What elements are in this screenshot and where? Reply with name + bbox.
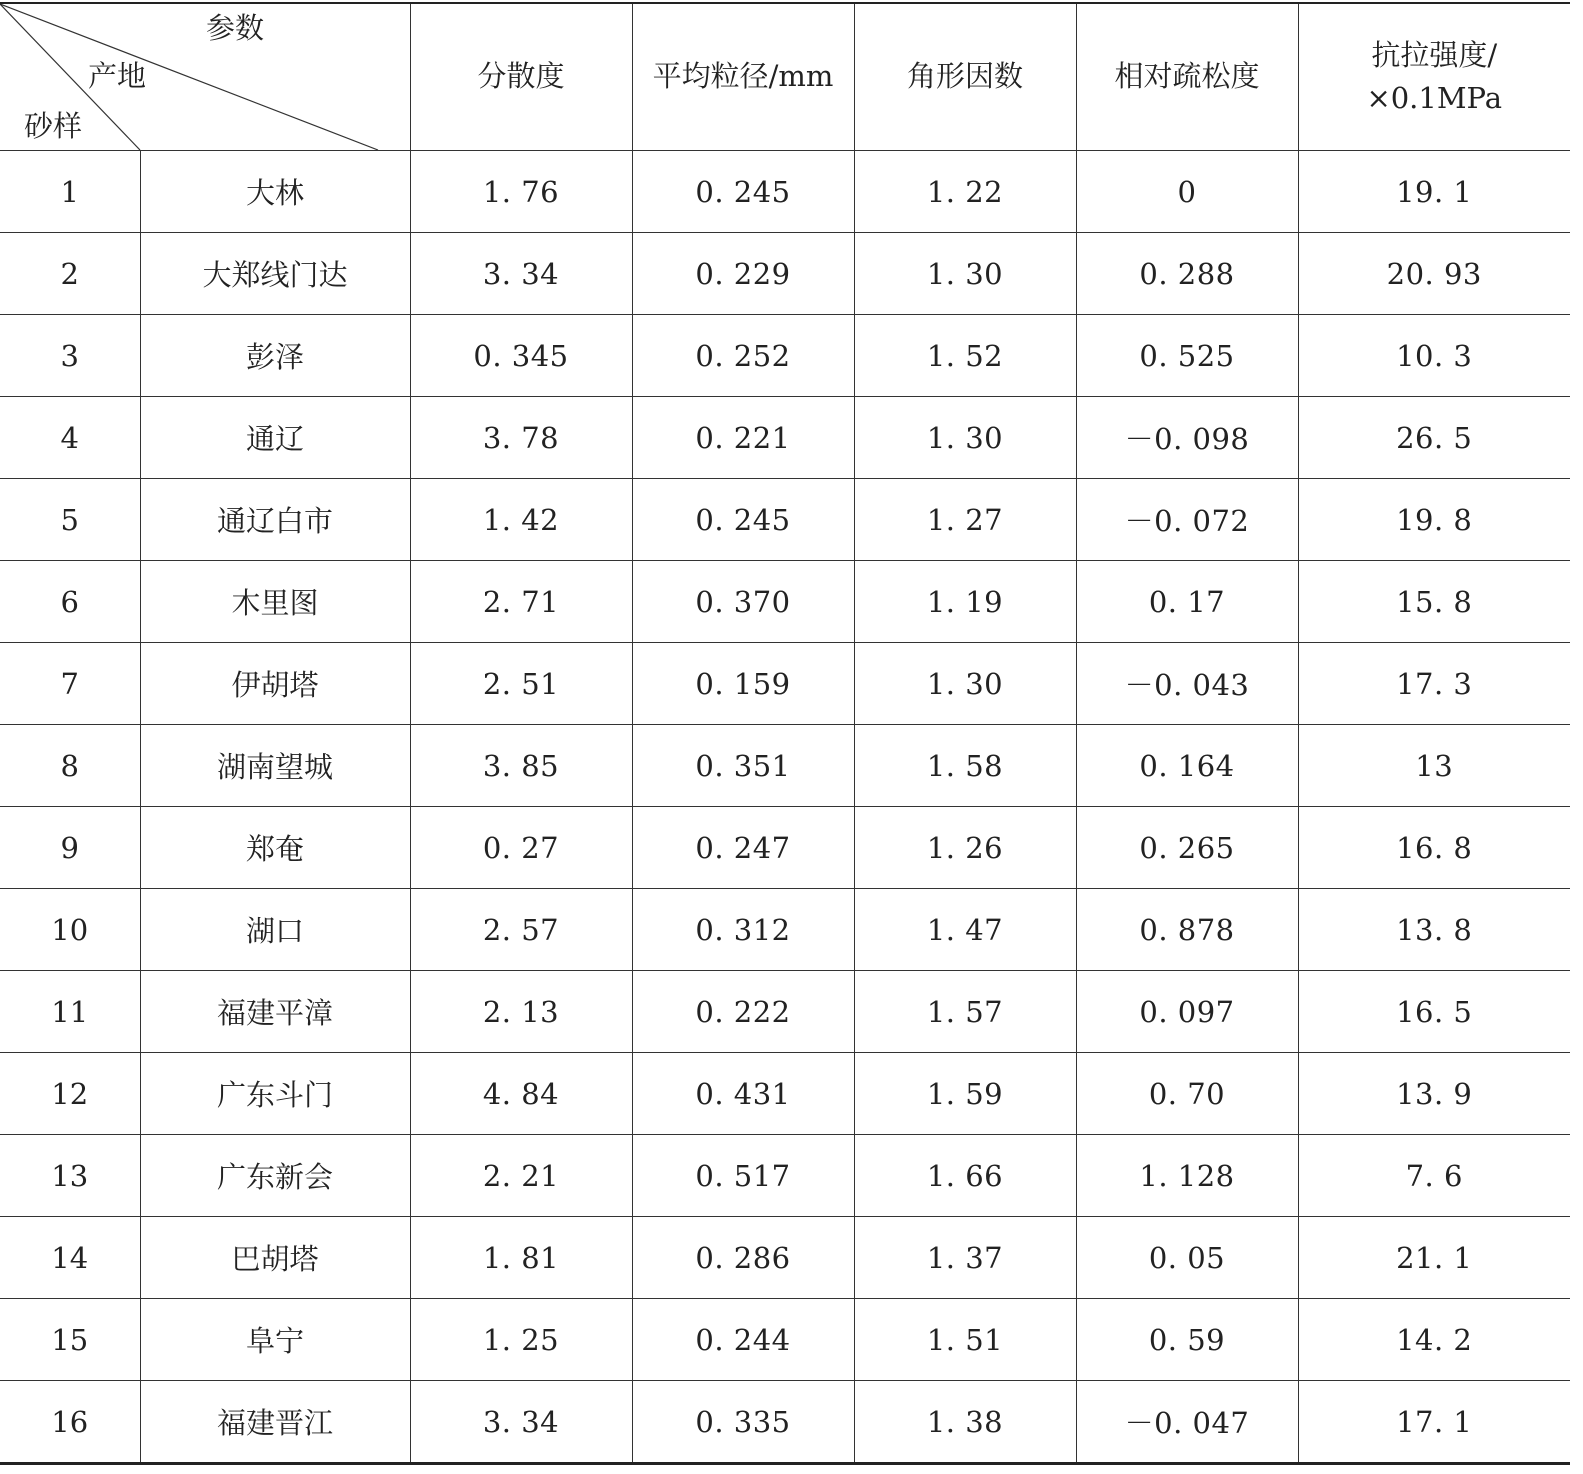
looseness-cell: 0. 525 [1076,315,1298,397]
origin-cell: 大郑线门达 [140,233,410,315]
table-row [0,561,1570,643]
origin-cell: 彭泽 [140,315,410,397]
mean-size-cell: 0. 245 [632,479,854,561]
origin-label: 产地 [88,59,147,93]
angularity-cell: 1. 22 [854,151,1076,233]
param-label: 参数 [206,11,265,45]
sample-number-cell: 3 [0,315,140,397]
origin-cell: 广东新会 [140,1135,410,1217]
tensile-cell: 17. 3 [1298,643,1570,725]
sample-number-cell: 8 [0,725,140,807]
dispersion-cell: 1. 76 [410,151,632,233]
dispersion-cell: 4. 84 [410,1053,632,1135]
table-row [0,151,1570,233]
mean-size-cell: 0. 229 [632,233,854,315]
tensile-cell: 17. 1 [1298,1381,1570,1464]
tensile-cell: 7. 6 [1298,1135,1570,1217]
angularity-cell: 1. 30 [854,233,1076,315]
sample-number-cell: 1 [0,151,140,233]
tensile-cell: 16. 8 [1298,807,1570,889]
corner-header-cell [0,3,410,151]
looseness-cell: 0. 878 [1076,889,1298,971]
dispersion-cell: 1. 25 [410,1299,632,1381]
table-row [0,315,1570,397]
table-row [0,725,1570,807]
sample-number-cell: 12 [0,1053,140,1135]
table-row [0,807,1570,889]
sample-number-cell: 6 [0,561,140,643]
angularity-cell: 1. 52 [854,315,1076,397]
dispersion-cell: 0. 345 [410,315,632,397]
origin-cell: 湖南望城 [140,725,410,807]
angularity-cell: 1. 66 [854,1135,1076,1217]
dispersion-cell: 1. 42 [410,479,632,561]
tensile-cell: 14. 2 [1298,1299,1570,1381]
table-row [0,233,1570,315]
dispersion-cell: 3. 34 [410,233,632,315]
dispersion-cell: 1. 81 [410,1217,632,1299]
angularity-cell: 1. 47 [854,889,1076,971]
looseness-cell: 0. 70 [1076,1053,1298,1135]
table-row [0,889,1570,971]
column-header-mean-size: 平均粒径/mm [632,3,854,151]
origin-cell: 广东斗门 [140,1053,410,1135]
mean-size-cell: 0. 159 [632,643,854,725]
mean-size-cell: 0. 370 [632,561,854,643]
origin-cell: 郑奄 [140,807,410,889]
angularity-cell: 1. 30 [854,397,1076,479]
dispersion-cell: 2. 13 [410,971,632,1053]
tensile-label-line1: 抗拉强度/ [1371,37,1498,72]
table-row [0,1053,1570,1135]
origin-cell: 湖口 [140,889,410,971]
looseness-cell: 1. 128 [1076,1135,1298,1217]
looseness-cell: 0. 17 [1076,561,1298,643]
sample-number-cell: 15 [0,1299,140,1381]
sample-number-cell: 5 [0,479,140,561]
dispersion-cell: 2. 71 [410,561,632,643]
origin-cell: 阜宁 [140,1299,410,1381]
table-row [0,1135,1570,1217]
mean-size-cell: 0. 312 [632,889,854,971]
angularity-cell: 1. 30 [854,643,1076,725]
sample-number-cell: 7 [0,643,140,725]
header-row [0,3,1570,151]
angularity-cell: 1. 37 [854,1217,1076,1299]
origin-cell: 木里图 [140,561,410,643]
angularity-cell: 1. 27 [854,479,1076,561]
dispersion-cell: 2. 57 [410,889,632,971]
tensile-cell: 15. 8 [1298,561,1570,643]
table-row [0,1299,1570,1381]
tensile-cell: 26. 5 [1298,397,1570,479]
looseness-cell: 0. 05 [1076,1217,1298,1299]
origin-cell: 伊胡塔 [140,643,410,725]
table-row [0,1381,1570,1464]
sample-number-cell: 13 [0,1135,140,1217]
sample-number-cell: 4 [0,397,140,479]
mean-size-cell: 0. 517 [632,1135,854,1217]
tensile-cell: 19. 1 [1298,151,1570,233]
origin-cell: 通辽白市 [140,479,410,561]
dispersion-cell: 0. 27 [410,807,632,889]
angularity-cell: 1. 58 [854,725,1076,807]
table-row [0,643,1570,725]
mean-size-cell: 0. 335 [632,1381,854,1464]
table-row [0,397,1570,479]
tensile-cell: 10. 3 [1298,315,1570,397]
looseness-cell: 0. 59 [1076,1299,1298,1381]
tensile-cell: 21. 1 [1298,1217,1570,1299]
mean-size-cell: 0. 221 [632,397,854,479]
table-body [0,151,1570,1464]
origin-cell: 大林 [140,151,410,233]
looseness-cell: 0. 288 [1076,233,1298,315]
looseness-cell: －0. 043 [1076,643,1298,725]
column-header-looseness: 相对疏松度 [1076,3,1298,151]
sample-number-cell: 14 [0,1217,140,1299]
mean-size-cell: 0. 245 [632,151,854,233]
looseness-cell: 0. 164 [1076,725,1298,807]
mean-size-cell: 0. 247 [632,807,854,889]
origin-cell: 福建平漳 [140,971,410,1053]
column-header-dispersion: 分散度 [410,3,632,151]
table-row [0,479,1570,561]
mean-size-cell: 0. 431 [632,1053,854,1135]
tensile-cell: 13. 8 [1298,889,1570,971]
dispersion-cell: 2. 51 [410,643,632,725]
column-header-angularity: 角形因数 [854,3,1076,151]
mean-size-cell: 0. 222 [632,971,854,1053]
angularity-cell: 1. 38 [854,1381,1076,1464]
angularity-cell: 1. 26 [854,807,1076,889]
mean-size-cell: 0. 252 [632,315,854,397]
tensile-cell: 16. 5 [1298,971,1570,1053]
tensile-cell: 13 [1298,725,1570,807]
looseness-cell: －0. 072 [1076,479,1298,561]
sample-number-cell: 9 [0,807,140,889]
looseness-cell: －0. 098 [1076,397,1298,479]
angularity-cell: 1. 59 [854,1053,1076,1135]
mean-size-cell: 0. 351 [632,725,854,807]
column-header-tensile [1298,3,1570,151]
dispersion-cell: 3. 78 [410,397,632,479]
origin-cell: 巴胡塔 [140,1217,410,1299]
sample-number-cell: 11 [0,971,140,1053]
dispersion-cell: 2. 21 [410,1135,632,1217]
mean-size-cell: 0. 286 [632,1217,854,1299]
looseness-cell: 0. 097 [1076,971,1298,1053]
looseness-cell: 0 [1076,151,1298,233]
tensile-cell: 19. 8 [1298,479,1570,561]
sample-number-cell: 10 [0,889,140,971]
angularity-cell: 1. 57 [854,971,1076,1053]
tensile-cell: 20. 93 [1298,233,1570,315]
looseness-cell: 0. 265 [1076,807,1298,889]
dispersion-cell: 3. 85 [410,725,632,807]
origin-cell: 福建晋江 [140,1381,410,1464]
mean-size-cell: 0. 244 [632,1299,854,1381]
angularity-cell: 1. 51 [854,1299,1076,1381]
angularity-cell: 1. 19 [854,561,1076,643]
table-row [0,971,1570,1053]
dispersion-cell: 3. 34 [410,1381,632,1464]
sample-number-cell: 2 [0,233,140,315]
sample-number-cell: 16 [0,1381,140,1464]
origin-cell: 通辽 [140,397,410,479]
table-row [0,1217,1570,1299]
sand-properties-table [0,2,1570,1465]
sample-label: 砂样 [24,109,83,143]
tensile-label-line2: ×0.1MPa [1366,81,1503,115]
tensile-cell: 13. 9 [1298,1053,1570,1135]
looseness-cell: －0. 047 [1076,1381,1298,1464]
